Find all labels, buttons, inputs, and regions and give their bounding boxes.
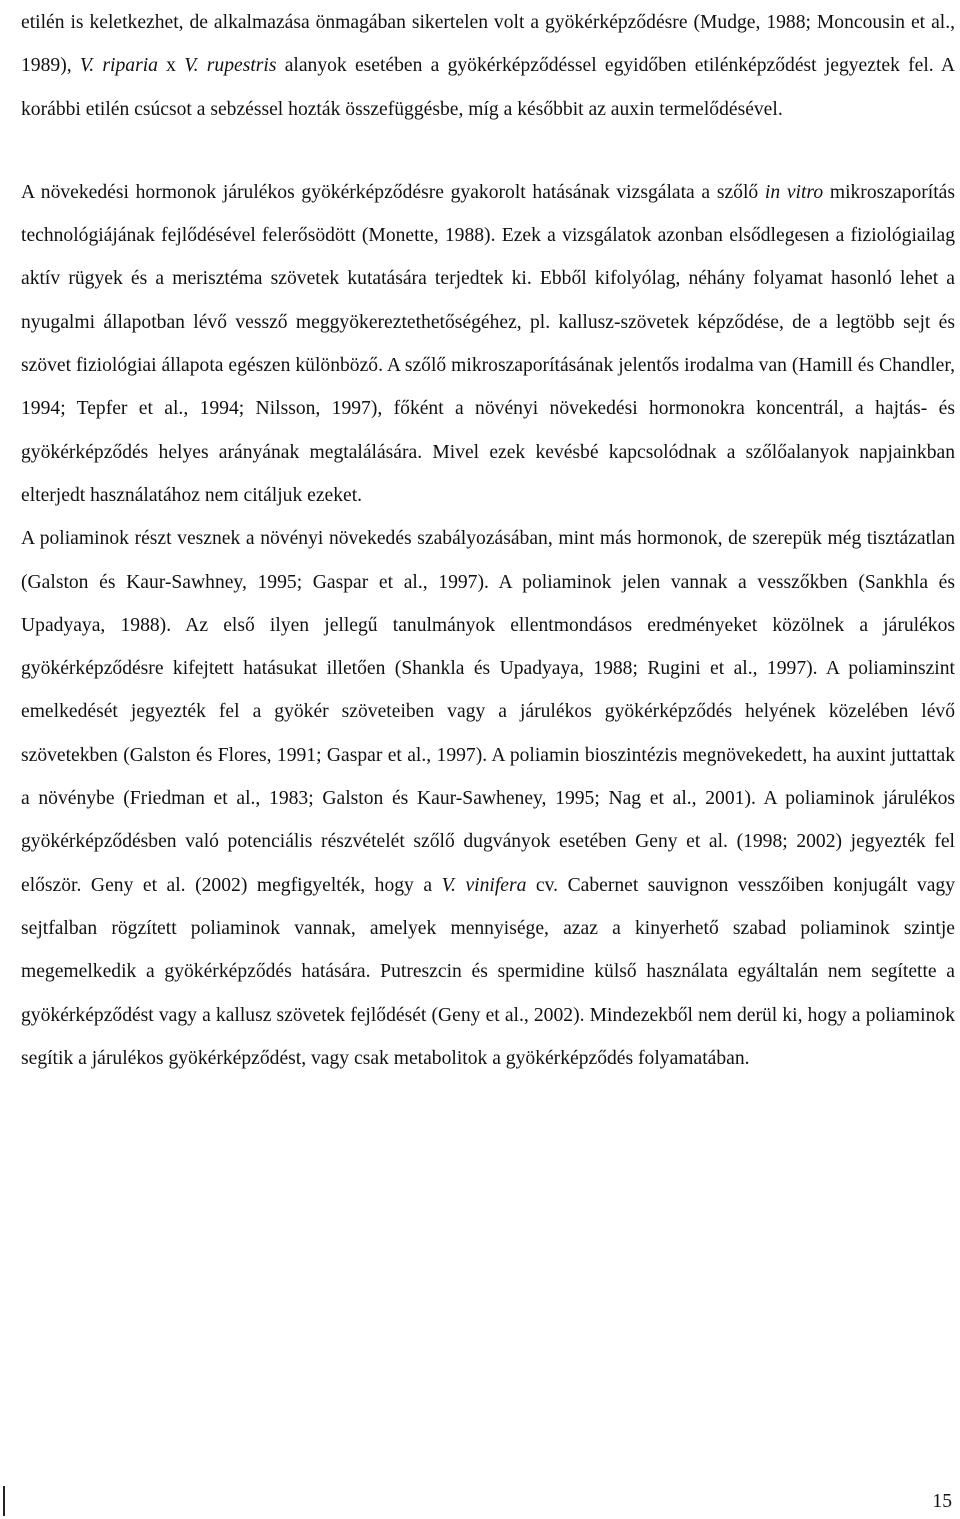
italic-text-run: in vitro <box>764 181 824 203</box>
text-cursor-mark <box>3 1486 5 1516</box>
text-run: A növekedési hormonok járulékos gyökérképződésre gyakorolt hatásának vizsgálata a szőlő <box>21 181 765 203</box>
italic-text-run: V. riparia <box>79 55 158 77</box>
paragraph-1 <box>21 0 955 131</box>
text-run: cv. Cabernet sauvignon vesszőiben konjugált vagy sejtfalban rögzített poliaminok vannak, amelyek mennyisége, azaz a kinyerhető szabad poliaminok szintje megemelkedik a gyökérképződés hatására. Putreszcin és spermidine külső használata egyáltalán nem segítette a gyökérképződést vagy a kallusz szövetek fejlődését (Geny et al., 2002). Mindezekből nem derül ki, hogy a poliaminok segítik a járulékos gyökérképződést, vagy csak metabolitok a gyökérképződés folyamatában. <box>21 874 955 1069</box>
document-page <box>21 0 955 1080</box>
text-run: alanyok esetében a gyökérképződéssel egyidőben etilénképződést jegyeztek fel. A korábbi etilén csúcsot a sebzéssel hozták összefüggésbe, míg a későbbit az auxin termelődésével. <box>21 55 955 120</box>
text-run: A poliaminok részt vesznek a növényi növekedés szabályozásában, mint más hormonok, de szerepük még tisztázatlan (Galston és Kaur-Sawhney, 1995; Gaspar et al., 1997). A poliaminok jelen vannak a vesszőkben (Sankhla és Upadyaya, 1988). Az első ilyen jellegű tanulmányok ellentmondásos eredményeket közölnek a járulékos gyökérképződésre kifejtett hatásukat illetően (Shankla és Upadyaya, 1988; Rugini et al., 1997). A poliaminszint emelkedését jegyezték fel a gyökér szöveteiben vagy a járulékos gyökérképződés helyének közelében lévő szövetekben (Galston és Flores, 1991; Gaspar et al., 1997). A poliamin bioszintézis megnövekedett, ha auxint juttattak a növénybe (Friedman et al., 1983; Galston és Kaur-Sawheney, 1995; Nag et al., 2001). A poliaminok járulékos gyökérképződésben való potenciális részvételét szőlő dugványok esetében Geny et al. (1998; 2002) jegyezték fel először. Geny et al. (2002) megfigyelték, hogy a <box>21 528 955 896</box>
paragraph-3 <box>21 517 955 1080</box>
text-run: x <box>157 55 185 77</box>
text-run: etilén is keletkezhet, de alkalmazása önmagában sikertelen volt a gyökérképződésre (Mudge, 1988; Moncousin et al., 1989), <box>21 12 955 77</box>
text-run: mikroszaporítás technológiájának fejlődésével felerősödött (Monette, 1988). Ezek a vizsgálatok azonban elsődlegesen a fiziológiailag aktív rügyek és a merisztéma szövetek kutatására terjedtek ki. Ebből kifolyólag, néhány folyamat hasonló lehet a nyugalmi állapotban lévő vessző meggyökereztethetőségéhez, pl. kallusz-szövetek képződése, de a legtöbb sejt és szövet fiziológiai állapota egészen különböző. A szőlő mikroszaporításának jelentős irodalma van (Hamill és Chandler, 1994; Tepfer et al., 1994; Nilsson, 1997), főként a növényi növekedési hormonokra koncentrál, a hajtás- és gyökérképződés helyes arányának megtalálására. Mivel ezek kevésbé kapcsolódnak a szőlőalanyok napjainkban elterjedt használatához nem citáljuk ezeket. <box>21 181 955 506</box>
italic-text-run: V. rupestris <box>184 55 277 77</box>
paragraph-2 <box>21 171 955 517</box>
page-number: 15 <box>932 1491 952 1512</box>
italic-text-run: V. vinifera <box>441 874 527 896</box>
